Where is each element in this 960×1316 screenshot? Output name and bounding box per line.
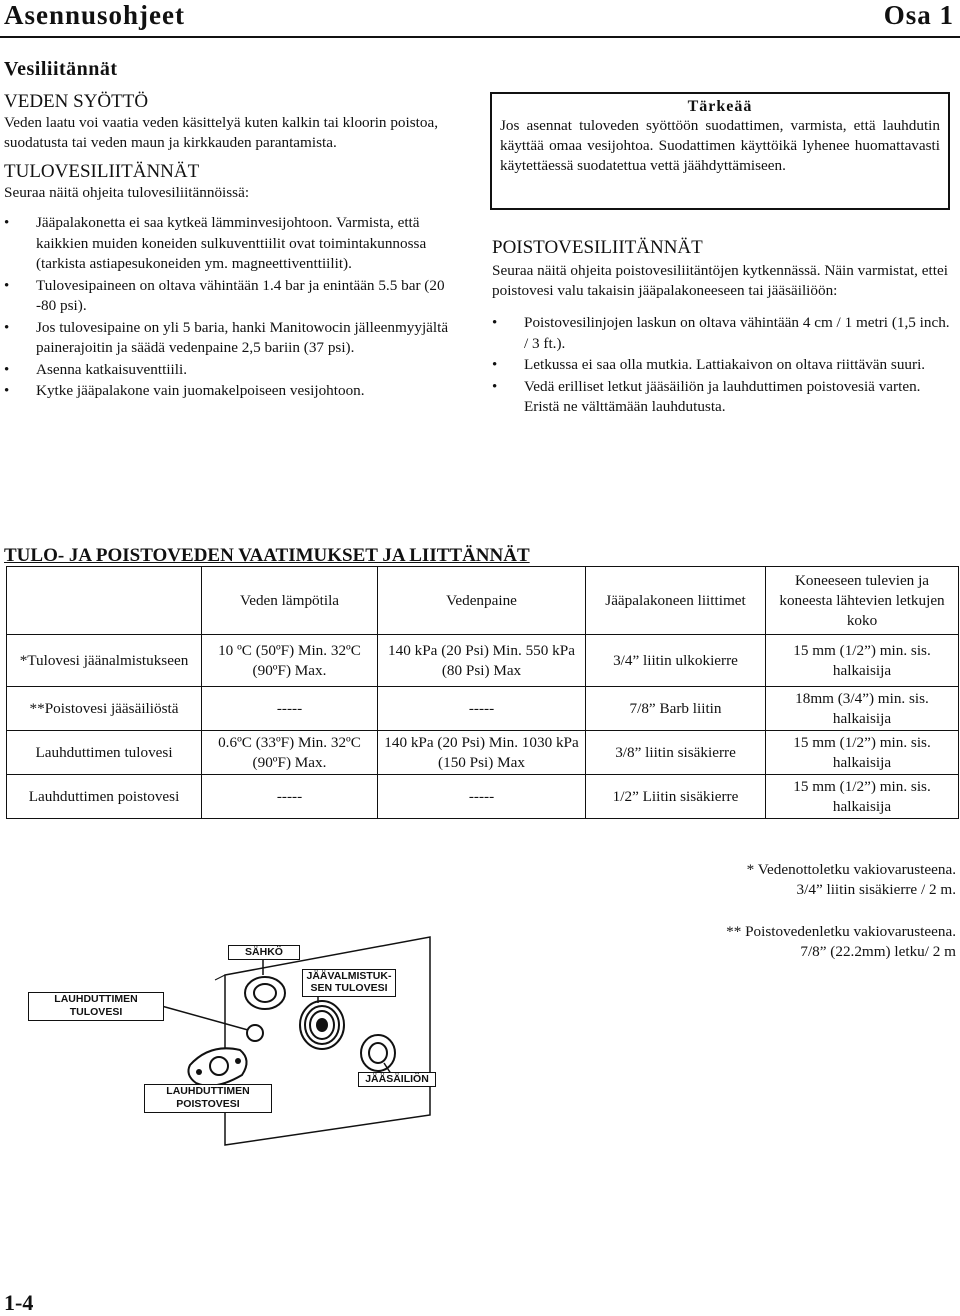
table-cell: 7/8” Barb liitin — [586, 687, 766, 731]
table-cell: 140 kPa (20 Psi) Min. 550 kPa (80 Psi) Max — [378, 635, 586, 687]
table-cell: 3/8” liitin sisäkierre — [586, 731, 766, 775]
label-ice-inlet: JÄÄVALMISTUK-SEN TULOVESI — [302, 969, 396, 997]
header-cell: Koneeseen tulevien ja koneesta lähtevien letkujen koko — [766, 567, 959, 635]
table-cell: ----- — [202, 687, 378, 731]
table-row — [7, 687, 959, 731]
heading-water-connections: Vesiliitännät — [4, 58, 118, 80]
table-row — [7, 731, 959, 775]
header-section: Osa 1 — [883, 0, 954, 30]
label-bin-drain: JÄÄSÄILIÖN — [358, 1072, 436, 1087]
connection-diagram — [0, 935, 960, 1155]
table-row — [7, 775, 959, 819]
list-item: • Asenna katkaisuventtiili. — [4, 360, 456, 381]
note-inlet-hose — [747, 860, 956, 900]
table-cell: **Poistovesi jääsäiliöstä — [7, 687, 202, 731]
condenser-inlet-fitting-icon — [247, 1025, 263, 1041]
note-line: ** Poistovedenletku vakiovarusteena. — [726, 923, 956, 940]
table-cell: 1/2” Liitin sisäkierre — [586, 775, 766, 819]
header-cell — [7, 567, 202, 635]
list-item: • Jos tulovesipaine on yli 5 baria, hanki Manitowocin jälleenmyyjältä painerajoitin ja säädä vedenpaine 2,5 bariin (37 psi). — [4, 318, 456, 359]
note-line: * Vedenottoletku vakiovarusteena. — [746, 861, 956, 878]
table-cell: 140 kPa (20 Psi) Min. 1030 kPa (150 Psi) Max — [378, 731, 586, 775]
electrical-fitting-icon — [245, 977, 285, 1009]
important-box — [490, 92, 950, 210]
drain-bullets — [492, 313, 950, 418]
list-item: • Kytke jääpalakone vain juomakelpoiseen vesijohtoon. — [4, 381, 456, 402]
table-cell: ----- — [378, 687, 586, 731]
table-row — [7, 635, 959, 687]
table-cell: 0.6ºC (33ºF) Min. 32ºC (90ºF) Max. — [202, 731, 378, 775]
ice-inlet-fitting-icon — [300, 1001, 344, 1049]
inlet-bullets — [4, 213, 456, 402]
label-condenser-drain: LAUHDUTTIMEN POISTOVESI — [144, 1084, 272, 1113]
header-cell: Veden lämpötila — [202, 567, 378, 635]
left-column — [4, 58, 456, 403]
header-cell: Jääpalakoneen liittimet — [586, 567, 766, 635]
drain-intro: Seuraa näitä ohjeita poistovesiliitäntöjen kytkennässä. Näin varmistat, ettei poistovesi valu takaisin jääpalakoneeseen tai jääsäiliöön: — [492, 262, 948, 299]
list-item: • Jääpalakonetta ei saa kytkeä lämminvesijohtoon. Varmista, että kaikkien muiden koneiden sulkuventtiilit ovat toimintakunnossa (tarkista astiapesukoneiden ym. magneettiventtiilit). — [4, 213, 456, 275]
note-line: 7/8” (22.2mm) letku/ 2 m — [800, 943, 956, 960]
table-header-row — [7, 567, 959, 635]
table-cell: 18mm (3/4”) min. sis. halkaisija — [766, 687, 959, 731]
list-item: • Poistovesilinjojen laskun on oltava vähintään 4 cm / 1 metri (1,5 inch. / 3 ft.). — [492, 313, 950, 354]
supply-text: Veden laatu voi vaatia veden käsittelyä kuten kalkin tai kloorin poistoa, suodatusta tai veden maun ja kirkkauden parantamista. — [4, 114, 438, 151]
heading-drain: POISTOVESILIITÄNNÄT — [492, 237, 703, 258]
table-cell: Lauhduttimen poistovesi — [7, 775, 202, 819]
note-line: 3/4” liitin sisäkierre / 2 m. — [796, 881, 956, 898]
important-text: Jos asennat tuloveden syöttöön suodattimen, varmista, että lauhdutin käyttää omaa vesijohtoa. Suodattimen käyttöikä lyhenee huomattavasti käytettäessä suodatettua vettä jäähdyttämiseen. — [500, 117, 940, 174]
table-title: TULO- JA POISTOVEDEN VAATIMUKSET JA LIITTÄNNÄT — [4, 545, 530, 566]
header-cell: Vedenpaine — [378, 567, 586, 635]
table-cell: *Tulovesi jäänalmistukseen — [7, 635, 202, 687]
list-item: • Vedä erilliset letkut jääsäiliön ja lauhduttimen poistovesiä varten. Eristä ne välttämään lauhdutusta. — [492, 377, 950, 418]
important-title: Tärkeää — [687, 98, 753, 115]
table-cell: 15 mm (1/2”) min. sis. halkaisija — [766, 731, 959, 775]
table-cell: 15 mm (1/2”) min. sis. halkaisija — [766, 635, 959, 687]
table-cell: 10 ºC (50ºF) Min. 32ºC (90ºF) Max. — [202, 635, 378, 687]
inlet-intro: Seuraa näitä ohjeita tulovesiliitännöissä: — [4, 184, 250, 201]
right-column — [492, 237, 950, 419]
requirements-table — [6, 566, 959, 819]
table-cell: Lauhduttimen tulovesi — [7, 731, 202, 775]
bin-drain-fitting-icon — [361, 1035, 395, 1071]
label-condenser-inlet: LAUHDUTTIMEN TULOVESI — [28, 992, 164, 1021]
heading-water-supply: VEDEN SYÖTTÖ — [4, 91, 149, 112]
header-title: Asennusohjeet — [4, 0, 186, 30]
list-item: • Tulovesipaineen on oltava vähintään 1.4 bar ja enintään 5.5 bar (20 -80 psi). — [4, 276, 456, 317]
heading-inlet: TULOVESILIITÄNNÄT — [4, 161, 200, 182]
label-electrical: SÄHKÖ — [228, 945, 300, 960]
table-cell: ----- — [378, 775, 586, 819]
list-item: • Letkussa ei saa olla mutkia. Lattiakaivon on oltava riittävän suuri. — [492, 355, 950, 376]
table-cell: 3/4” liitin ulkokierre — [586, 635, 766, 687]
header-rule — [0, 36, 960, 38]
page-number: 1-4 — [4, 1290, 34, 1315]
table-cell: ----- — [202, 775, 378, 819]
table-cell: 15 mm (1/2”) min. sis. halkaisija — [766, 775, 959, 819]
